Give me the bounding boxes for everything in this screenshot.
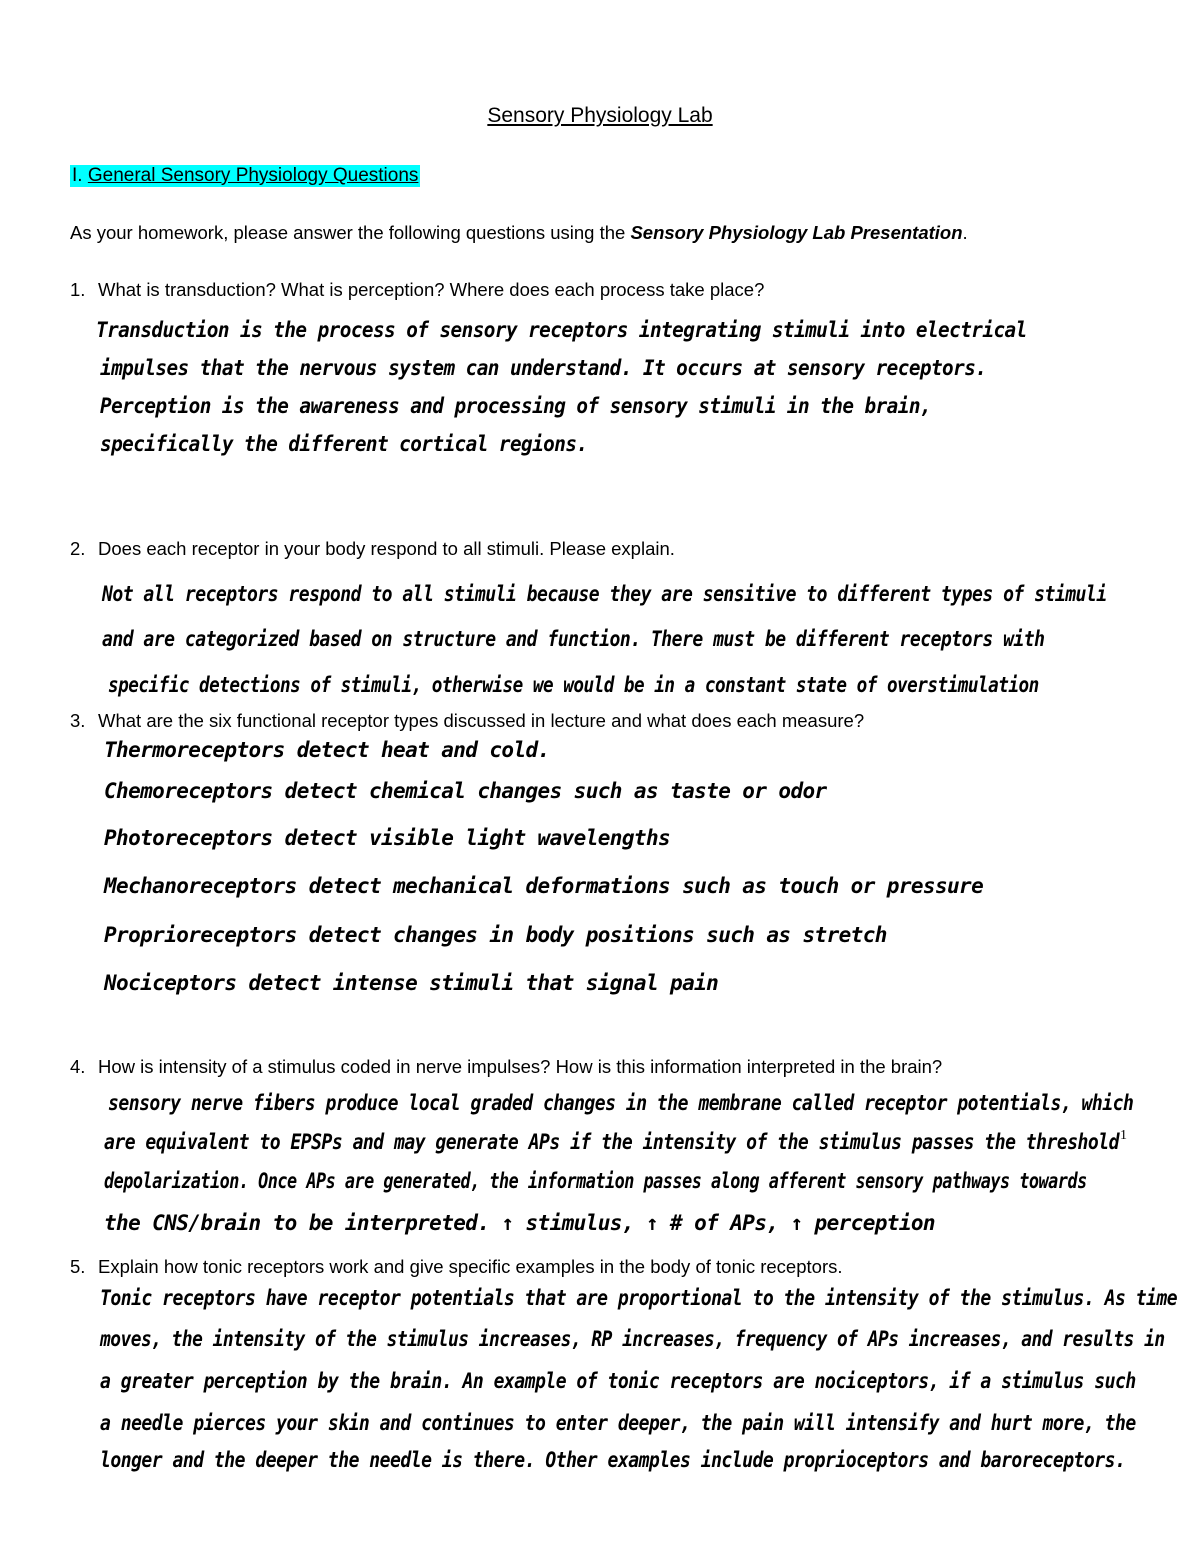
answer-5-line-2: moves, the intensity of the stimulus increases, RP increases, frequency of APs increases, and results in	[100, 1327, 1165, 1351]
answer-5-line-1: Tonic receptors have receptor potentials that are proportional to the intensity of the stimulus. As time	[100, 1286, 1178, 1310]
question-number: 2.	[70, 538, 86, 559]
question-text: What is transduction? What is perception? Where does each process take place?	[98, 279, 765, 300]
question-number: 4.	[70, 1056, 86, 1077]
question-number: 1.	[70, 279, 86, 300]
page-number: 1	[1120, 1128, 1127, 1143]
question-number: 3.	[70, 710, 86, 731]
question-text: How is intensity of a stimulus coded in nerve impulses? How is this information interpreted in the brain?	[98, 1056, 943, 1077]
answer-1-line-1: Transduction is the process of sensory receptors integrating stimuli into electrical	[96, 318, 1027, 342]
question-1	[70, 279, 764, 301]
question-number: 5.	[70, 1256, 86, 1277]
question-text: Does each receptor in your body respond to all stimuli. Please explain.	[98, 538, 675, 559]
question-text: Explain how tonic receptors work and give specific examples in the body of tonic receptors.	[98, 1256, 843, 1277]
answer-3-line-1: Thermoreceptors detect heat and cold.	[104, 738, 550, 762]
answer-3-line-2: Chemoreceptors detect chemical changes such as taste or odor	[104, 779, 827, 803]
answer-1-line-4: specifically the different cortical regions.	[100, 432, 588, 456]
answer-2-line-2: and are categorized based on structure and function. There must be different receptors with	[102, 627, 1045, 651]
answer-2-line-3: specific detections of stimuli, otherwise we would be in a constant state of overstimulation	[108, 673, 1039, 697]
section-heading	[70, 165, 420, 187]
answer-3-line-5: Proprioreceptors detect changes in body positions such as stretch	[104, 923, 887, 947]
answer-2-line-1: Not all receptors respond to all stimuli because they are sensitive to different types of stimuli	[102, 582, 1107, 606]
intro-paragraph	[70, 222, 968, 244]
answer-3-line-3: Photoreceptors detect visible light wavelengths	[104, 826, 671, 850]
question-text: What are the six functional receptor types discussed in lecture and what does each measure?	[98, 710, 865, 731]
answer-5-line-3: a greater perception by the brain. An example of tonic receptors are nociceptors, if a stimulus such	[100, 1369, 1136, 1393]
question-2	[70, 538, 675, 560]
answer-3-line-4: Mechanoreceptors detect mechanical deformations such as touch or pressure	[104, 874, 984, 898]
section-title: General Sensory Physiology Questions	[87, 165, 419, 186]
answer-4-line-4: the CNS/brain to be interpreted. ↑ stimulus, ↑ # of APs, ↑ perception	[104, 1211, 935, 1235]
intro-prefix: As your homework, please answer the following questions using the	[70, 222, 631, 243]
section-number: I.	[72, 165, 83, 186]
answer-5-line-5: longer and the deeper the needle is there. Other examples include proprioceptors and baroreceptors.	[100, 1448, 1126, 1472]
answer-1-line-2: impulses that the nervous system can understand. It occurs at sensory receptors.	[100, 356, 987, 380]
intro-emphasis: Sensory Physiology Lab Presentation	[630, 222, 963, 243]
question-4	[70, 1056, 942, 1078]
answer-1-line-3: Perception is the awareness and processing of sensory stimuli in the brain,	[100, 394, 931, 418]
answer-3-line-6: Nociceptors detect intense stimuli that signal pain	[104, 971, 719, 995]
answer-4-line-1: sensory nerve fibers produce local graded changes in the membrane called receptor potentials, which	[108, 1091, 1134, 1115]
answer-4-line-3: depolarization. Once APs are generated, the information passes along afferent sensory pathways towards	[104, 1169, 1087, 1193]
question-5	[70, 1256, 843, 1278]
answer-4-line-2: are equivalent to EPSPs and may generate APs if the intensity of the stimulus passes the threshold	[104, 1130, 1120, 1154]
answer-5-line-4: a needle pierces your skin and continues to enter deeper, the pain will intensify and hurt more, the	[100, 1411, 1136, 1435]
page-title: Sensory Physiology Lab	[487, 104, 713, 127]
intro-suffix: .	[962, 222, 968, 243]
question-3	[70, 710, 864, 732]
